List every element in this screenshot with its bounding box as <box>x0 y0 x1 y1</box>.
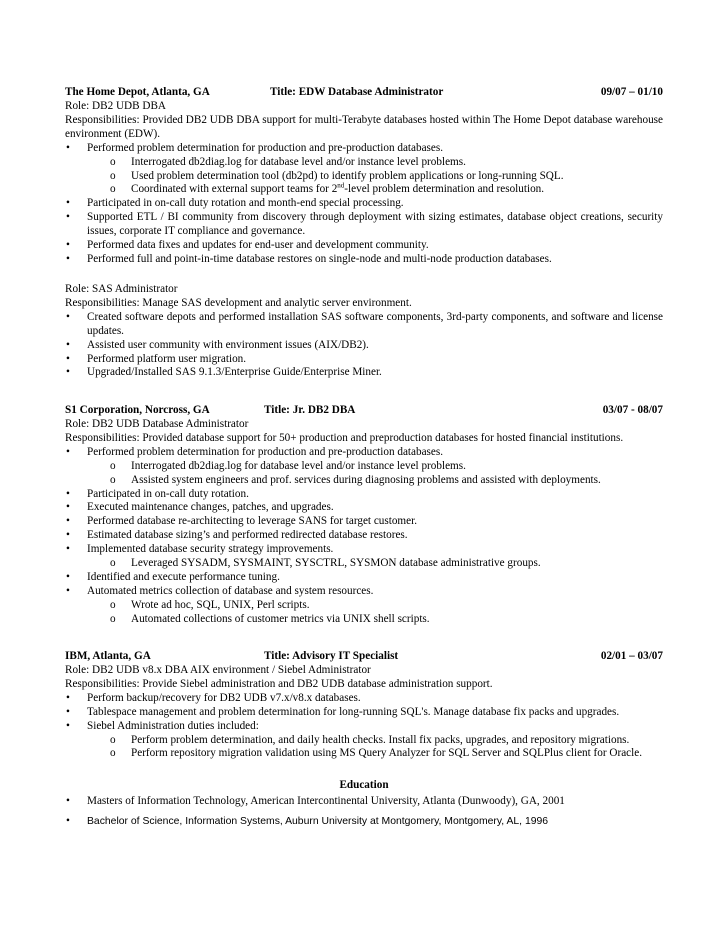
role-line: Role: SAS Administrator <box>65 283 178 295</box>
list-item-text: Estimated database sizing’s and performed redirected database restores. <box>87 529 408 542</box>
job-dates: 02/01 – 03/07 <box>600 650 663 662</box>
list-item-text: Siebel Administration duties included: <box>87 719 259 732</box>
sub-list-item-text: Interrogated db2diag.log for database level and/or instance level problems. <box>131 155 466 168</box>
bullet-icon: • <box>66 211 70 224</box>
list-item <box>65 339 663 353</box>
bullet-icon: • <box>66 719 70 732</box>
list-item <box>65 353 663 367</box>
sub-list-item-text: Perform problem determination, and daily health checks. Install fix packs, upgrades, and repository migrations. <box>131 733 630 746</box>
job-title: Title: Advisory IT Specialist <box>264 650 399 662</box>
bullet-icon: • <box>66 310 70 323</box>
job-header <box>65 86 663 100</box>
list-item-text: Perform backup/recovery for DB2 UDB v7.x/v8.x databases. <box>87 691 361 704</box>
education-list <box>65 795 663 829</box>
list-item <box>65 795 663 815</box>
responsibility-list <box>65 311 663 381</box>
company-name: The Home Depot, Atlanta, GA <box>65 86 210 98</box>
bullet-icon: • <box>66 515 70 528</box>
job-dates: 03/07 - 08/07 <box>602 404 663 416</box>
sub-list-item <box>87 599 663 613</box>
bullet-icon: • <box>66 252 70 265</box>
company-name: IBM, Atlanta, GA <box>65 650 151 662</box>
bullet-icon: • <box>66 239 70 252</box>
bullet-icon: • <box>66 141 70 154</box>
list-item-text: Upgraded/Installed SAS 9.1.3/Enterprise Guide/Enterprise Miner. <box>87 366 382 379</box>
job-title: Title: Jr. DB2 DBA <box>264 404 356 416</box>
bullet-icon: • <box>66 584 70 597</box>
sub-list-item <box>87 557 663 571</box>
list-item <box>65 815 663 829</box>
degree-bachelor: Bachelor of Science, Information Systems, Auburn University at Montgomery, Montgomery, AL, 1996 <box>87 816 549 827</box>
responsibility-list <box>65 142 663 267</box>
list-item <box>65 239 663 253</box>
bullet-icon: • <box>66 705 70 718</box>
list-item <box>65 571 663 585</box>
bullet-icon: • <box>66 815 70 827</box>
sub-list-item <box>87 183 663 197</box>
sub-list-item <box>87 474 663 488</box>
job-home-depot <box>65 86 663 267</box>
bullet-icon: • <box>66 529 70 542</box>
list-item-text: Performed full and point-in-time database restores on single-node and multi-node production databases. <box>87 252 552 265</box>
sub-bullet-icon: o <box>110 557 116 570</box>
list-item <box>65 311 663 339</box>
sub-list-item-text: Assisted system engineers and prof. services during diagnosing problems and assisted with deployments. <box>131 473 601 486</box>
list-item-text: Automated metrics collection of database and system resources. <box>87 584 374 597</box>
role-line: Role: DB2 UDB v8.x DBA AIX environment / Siebel Administrator <box>65 664 371 676</box>
bullet-icon: • <box>66 338 70 351</box>
sub-list-item-text: Leveraged SYSADM, SYSMAINT, SYSCTRL, SYSMON database administrative groups. <box>131 557 541 570</box>
list-item <box>65 197 663 211</box>
list-item-text: Performed platform user migration. <box>87 352 247 365</box>
sub-bullet-icon: o <box>110 473 116 486</box>
sub-bullet-icon: o <box>110 598 116 611</box>
sub-list-item-text: Automated collections of customer metrics via UNIX shell scripts. <box>131 612 430 625</box>
sub-list-item-text: Wrote ad hoc, SQL, UNIX, Perl scripts. <box>131 598 310 611</box>
list-item-text: Participated in on-call duty rotation. <box>87 487 249 500</box>
list-item <box>65 706 663 720</box>
job-s1-corporation <box>65 404 663 627</box>
list-item-text: Tablespace management and problem determination for long-running SQL's. Manage database fix packs and upgrades. <box>87 705 620 718</box>
sub-list-item <box>87 156 663 170</box>
sub-list-item <box>87 734 663 748</box>
sub-bullet-icon: o <box>110 183 116 196</box>
role-line: Role: DB2 UDB Database Administrator <box>65 418 249 430</box>
list-item <box>65 488 663 502</box>
sub-list-item-text: Coordinated with external support teams for 2 <box>131 183 338 196</box>
list-item-text: Performed problem determination for production and pre-production databases. <box>87 141 444 154</box>
role-sas-administrator <box>65 283 663 380</box>
list-item <box>65 446 663 488</box>
list-item <box>65 720 663 762</box>
list-item-text: Performed data fixes and updates for end-user and development community. <box>87 239 429 252</box>
responsibilities-text: Responsibilities: Provided DB2 UDB DBA support for multi-Terabyte databases hosted within The Home Depot database warehouse environment (EDW). <box>65 113 663 140</box>
job-dates: 09/07 – 01/10 <box>600 86 663 98</box>
sub-bullet-icon: o <box>110 169 116 182</box>
bullet-icon: • <box>66 691 70 704</box>
list-item-text: Assisted user community with environment issues (AIX/DB2). <box>87 338 369 351</box>
list-item <box>65 142 663 198</box>
degree-masters: Masters of Information Technology, American Intercontinental University, Atlanta (Dunwoody), GA, 2001 <box>87 795 565 807</box>
job-ibm <box>65 650 663 761</box>
bullet-icon: • <box>66 352 70 365</box>
sub-list-item-text: Perform repository migration validation using MS Query Analyzer for SQL Server and SQLPlus client for Oracle. <box>131 747 642 760</box>
responsibility-list <box>65 446 663 627</box>
sub-list-item <box>87 613 663 627</box>
list-item <box>65 529 663 543</box>
list-item <box>65 253 663 267</box>
list-item-text: Performed database re-architecting to leverage SANS for target customer. <box>87 515 418 528</box>
list-item <box>65 692 663 706</box>
list-item-text: Created software depots and performed installation SAS software components, 3rd-party components, and software and license updates. <box>87 310 663 337</box>
sub-bullet-icon: o <box>110 733 116 746</box>
list-item-text: Implemented database security strategy improvements. <box>87 543 334 556</box>
list-item-text: Performed problem determination for production and pre-production databases. <box>87 445 444 458</box>
bullet-icon: • <box>66 501 70 514</box>
list-item <box>65 515 663 529</box>
bullet-icon: • <box>66 570 70 583</box>
job-header <box>65 650 663 664</box>
superscript-ordinal: nd <box>337 181 345 190</box>
company-name: S1 Corporation, Norcross, GA <box>65 404 210 416</box>
sub-bullet-icon: o <box>110 747 116 760</box>
responsibilities-text: Responsibilities: Manage SAS development and analytic server environment. <box>65 296 412 309</box>
sub-list-item <box>87 170 663 184</box>
bullet-icon: • <box>66 795 70 807</box>
responsibilities-text: Responsibilities: Provided database support for 50+ production and preproduction databases for hosted financial institutions. <box>65 431 624 444</box>
bullet-icon: • <box>66 487 70 500</box>
sub-bullet-icon: o <box>110 459 116 472</box>
bullet-icon: • <box>66 366 70 379</box>
sub-list-item-text-continued: -level problem determination and resolution. <box>344 183 545 196</box>
job-header <box>65 404 663 418</box>
sub-list-item <box>87 460 663 474</box>
bullet-icon: • <box>66 445 70 458</box>
education-heading: Education <box>339 779 389 791</box>
sub-bullet-icon: o <box>110 155 116 168</box>
list-item-text: Participated in on-call duty rotation and month-end special processing. <box>87 197 404 210</box>
list-item <box>65 366 663 380</box>
list-item <box>65 211 663 239</box>
list-item-text: Executed maintenance changes, patches, and upgrades. <box>87 501 334 514</box>
responsibilities-text: Responsibilities: Provide Siebel administration and DB2 UDB database administration support. <box>65 677 493 690</box>
role-line: Role: DB2 UDB DBA <box>65 100 167 112</box>
sub-bullet-icon: o <box>110 612 116 625</box>
responsibility-list <box>65 692 663 762</box>
list-item <box>65 543 663 571</box>
list-item-text: Identified and execute performance tuning. <box>87 570 280 583</box>
list-item <box>65 501 663 515</box>
job-title: Title: EDW Database Administrator <box>270 86 444 98</box>
bullet-icon: • <box>66 197 70 210</box>
sub-list-item-text: Used problem determination tool (db2pd) to identify problem applications or long-running SQL. <box>131 169 564 182</box>
education-section <box>65 779 663 829</box>
list-item-text: Supported ETL / BI community from discovery through deployment with sizing estimates, database object creations, security issues, corporate IT compliance and governance. <box>87 211 663 238</box>
bullet-icon: • <box>66 543 70 556</box>
sub-list-item <box>87 747 663 761</box>
sub-list-item-text: Interrogated db2diag.log for database level and/or instance level problems. <box>131 459 466 472</box>
list-item <box>65 585 663 627</box>
